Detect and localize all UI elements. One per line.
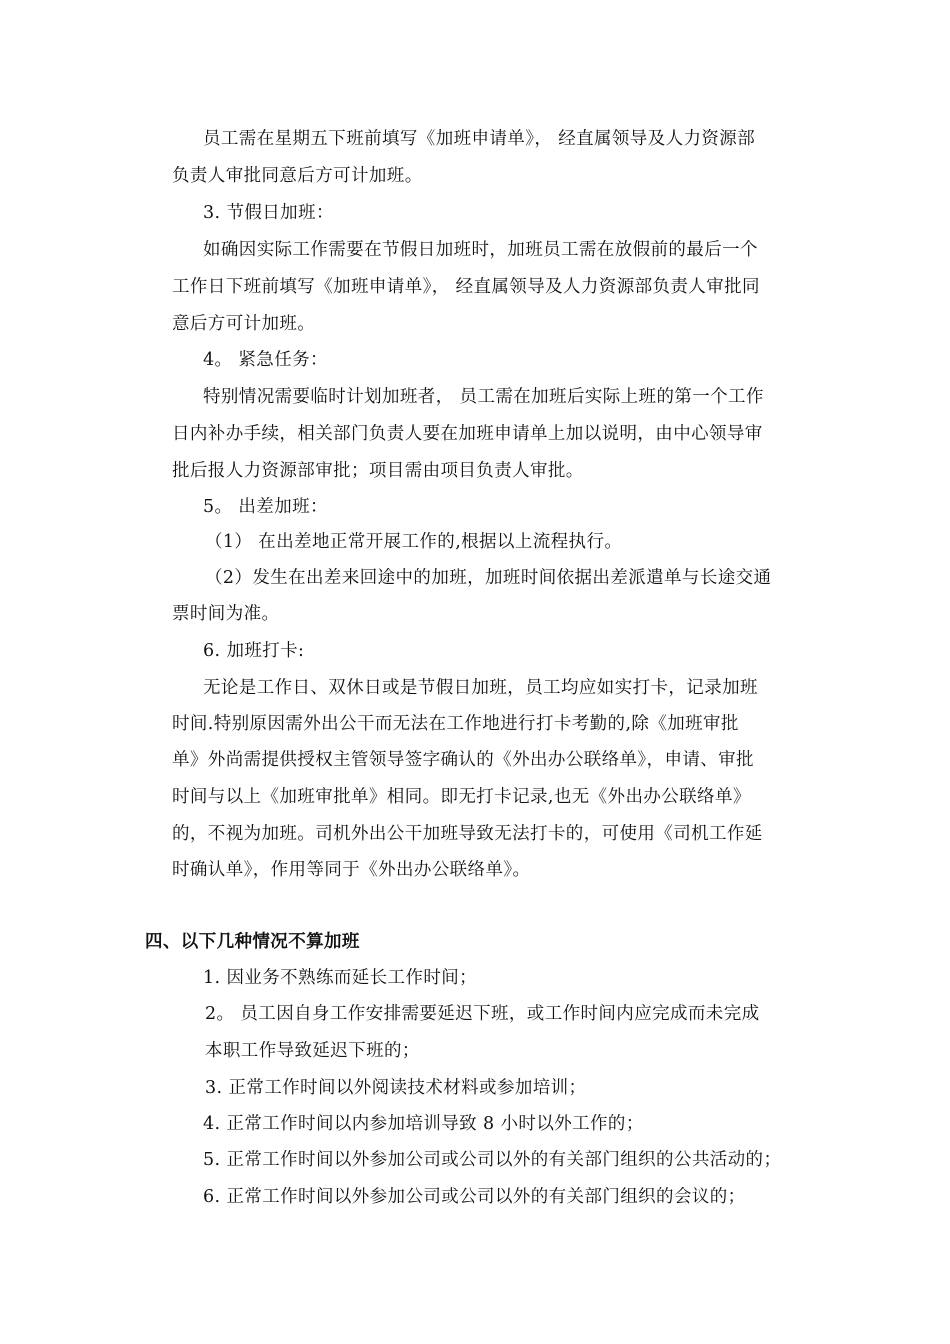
list-item: 5. 正常工作时间以外参加公司或公司以外的有关部门组织的公共活动的；	[203, 1150, 782, 1170]
list-item: 1. 因业务不熟练而延长工作时间；	[203, 968, 478, 988]
list-item-title: 3. 节假日加班：	[203, 203, 334, 223]
paragraph-line: 时确认单》，作用等同于《外出办公联络单》。	[172, 860, 531, 880]
list-item-title: 4。 紧急任务：	[203, 350, 328, 370]
paragraph-line: 负责人审批同意后方可计加班。	[172, 166, 423, 186]
paragraph-line: （1） 在出差地正常开展工作的,根据以上流程执行。	[205, 532, 623, 552]
paragraph-line: 时间与以上《加班审批单》相同。即无打卡记录,也无《外出办公联络单》	[172, 787, 751, 807]
list-item: 4. 正常工作时间以内参加培训导致 8 小时以外工作的；	[203, 1114, 644, 1134]
paragraph-line: 工作日下班前填写《加班申请单》， 经直属领导及人力资源部负责人审批同	[172, 277, 760, 297]
list-item: 6. 正常工作时间以外参加公司或公司以外的有关部门组织的会议的；	[203, 1187, 746, 1207]
paragraph-line: 无论是工作日、双休日或是节假日加班，员工均应如实打卡，记录加班	[203, 678, 758, 698]
paragraph-line: 的，不视为加班。司机外出公干加班导致无法打卡的，可使用《司机工作延	[172, 824, 763, 844]
paragraph-line: 时间.特别原因需外出公干而无法在工作地进行打卡考勤的,除《加班审批	[172, 714, 739, 734]
paragraph-line: 票时间为准。	[172, 604, 280, 624]
list-item-title: 5。 出差加班：	[203, 497, 328, 517]
paragraph-line: （2）发生在出差来回途中的加班，加班时间依据出差派遣单与长途交通	[205, 568, 772, 588]
section-heading: 四、以下几种情况不算加班	[145, 932, 360, 952]
paragraph-line: 批后报人力资源部审批；项目需由项目负责人审批。	[172, 461, 584, 481]
list-item: 3. 正常工作时间以外阅读技术材料或参加培训；	[205, 1078, 587, 1098]
paragraph-line: 员工需在星期五下班前填写《加班申请单》， 经直属领导及人力资源部	[203, 129, 756, 149]
paragraph-line: 如确因实际工作需要在节假日加班时，加班员工需在放假前的最后一个	[203, 240, 758, 260]
paragraph-line: 单》外尚需提供授权主管领导签字确认的《外出办公联络单》，申请、审批	[172, 750, 754, 770]
list-item-continuation: 本职工作导致延迟下班的；	[205, 1041, 420, 1061]
paragraph-line: 意后方可计加班。	[172, 314, 316, 334]
list-item-title: 6. 加班打卡:	[203, 641, 305, 661]
list-item: 2。 员工因自身工作安排需要延迟下班，或工作时间内应完成而未完成	[205, 1004, 760, 1024]
paragraph-line: 特别情况需要临时计划加班者， 员工需在加班后实际上班的第一个工作	[203, 387, 764, 407]
paragraph-line: 日内补办手续，相关部门负责人要在加班申请单上加以说明，由中心领导审	[172, 424, 763, 444]
